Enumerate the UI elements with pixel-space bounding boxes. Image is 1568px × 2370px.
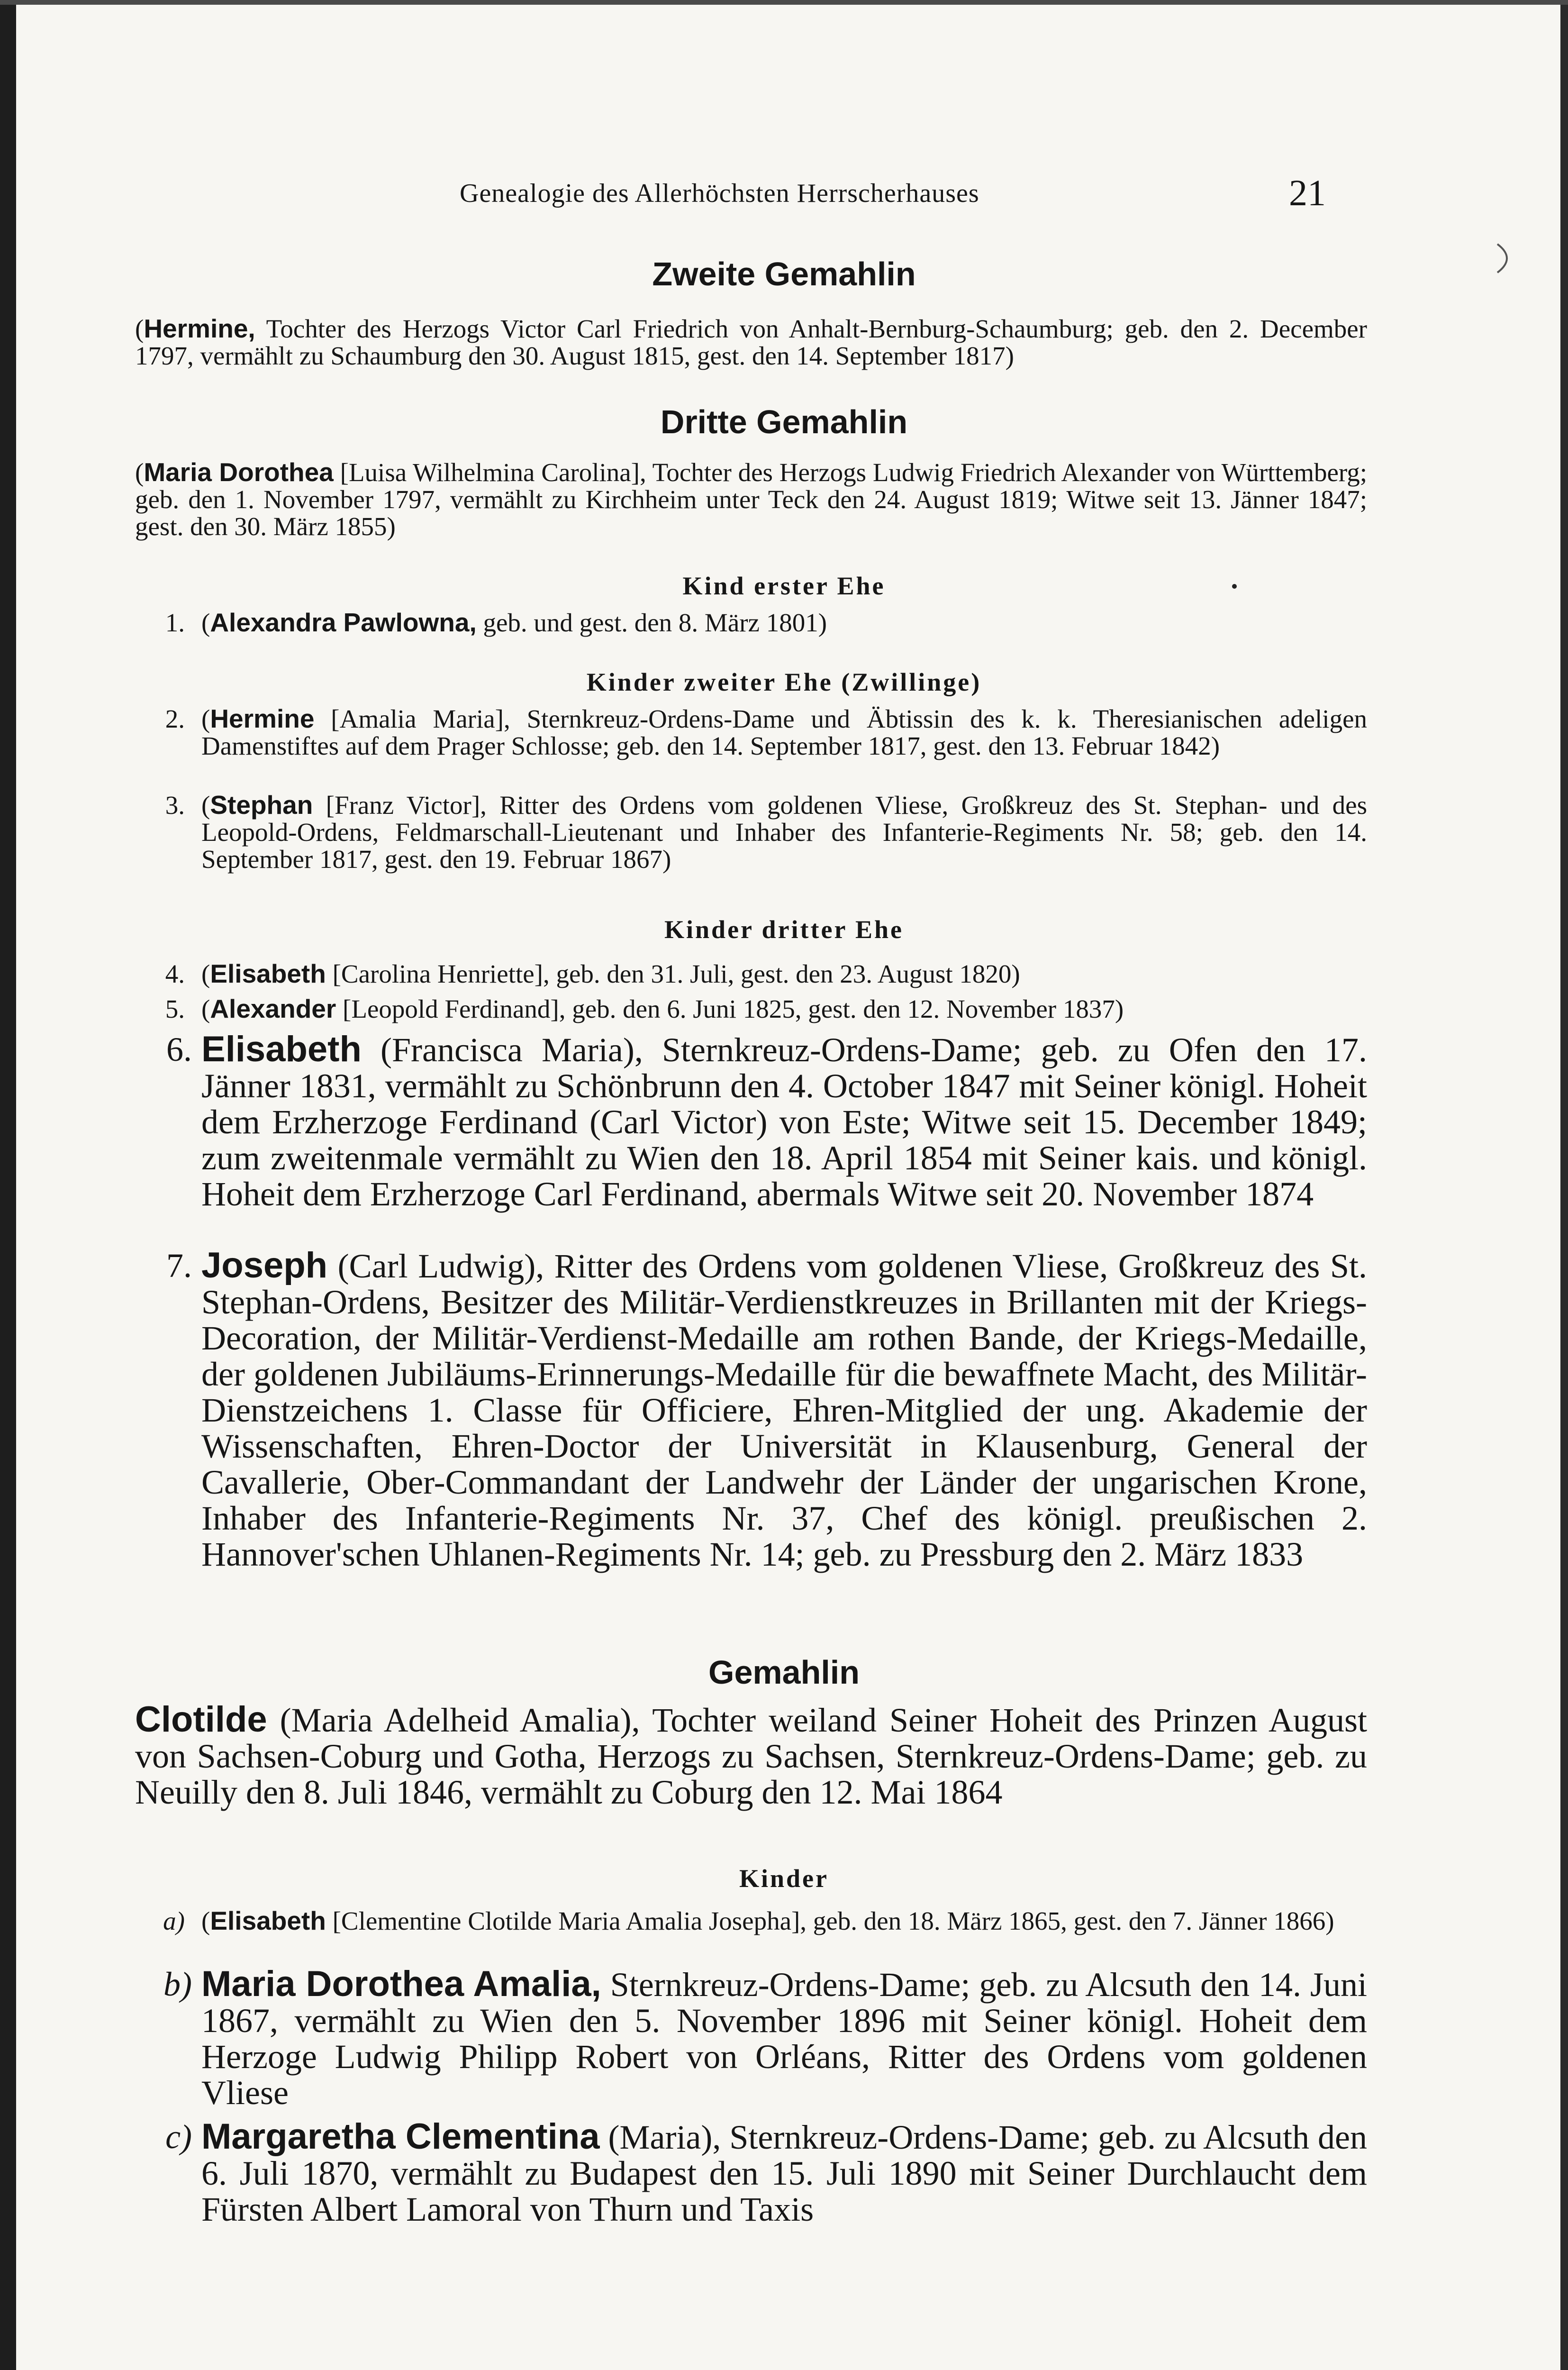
entry-name: Elisabeth [201, 1029, 362, 1069]
item-number: 2. [165, 704, 185, 733]
item-letter: c) [165, 2118, 192, 2156]
entry-text: [Luisa Wilhelmina Carolina], Tochter des Herzogs Ludwig Friedrich Alexander von Württemberg; geb. den 1. November 1797, vermählt zu Kirchheim unter Teck den 24. August 1819; Witwe seit 13. Jänner 1847; gest. den 30. März 1855) [135, 458, 1367, 541]
entry-text: (Carl Ludwig), Ritter des Ordens vom goldenen Vliese, Großkreuz des St. Stephan-Ordens, Besitzer des Militär-Verdienstkreuzes in Brillanten mit der Kriegs-Decoration, der Militär-Verdienst-Medaille am rothen Bande, der Kriegs-Medaille, der goldenen Jubiläums-Erinnerungs-Medaille für die bewaffnete Macht, des Militär-Dienstzeichens 1. Classe für Officiere, Ehren-Mitglied der ung. Akademie der Wissenschaften, Ehren-Doctor der Universität in Klausenburg, General der Cavallerie, Ober-Commandant der Landwehr der Länder der ungarischen Krone, Inhaber des Infanterie-Regiments Nr. 37, Chef des königl. preußischen 2. Hannover'schen Uhlanen-Regiments Nr. 14; geb. zu Pressburg den 2. März 1833 [201, 1247, 1367, 1573]
entry-text: (Francisca Maria), Sternkreuz-Ordens-Dame; geb. zu Ofen den 17. Jänner 1831, vermählt zu Schönbrunn den 4. October 1847 mit Seiner königl. Hoheit dem Erzherzoge Ferdinand (Carl Victor) von Este; Witwe seit 15. December 1849; zum zweitenmale vermählt zu Wien den 18. April 1854 mit Seiner kais. und königl. Hoheit dem Erzherzoge Carl Ferdinand, abermals Witwe seit 20. November 1874 [201, 1031, 1367, 1213]
entry-text: [Leopold Ferdinand], geb. den 6. Juni 1825, gest. den 12. November 1837) [336, 994, 1124, 1023]
entry-clotilde [135, 1699, 1367, 1811]
list-item [135, 609, 1367, 638]
list-item [135, 705, 1367, 791]
entry-name: Hermine, [144, 314, 255, 343]
entry-text: [Franz Victor], Ritter des Ordens vom goldenen Vliese, Großkreuz des St. Stephan- und des Leopold-Ordens, Feldmarschall-Lieutenant und Inhaber des Infanterie-Regiments Nr. 58; geb. den 14. September 1817, gest. den 19. Februar 1867) [201, 791, 1367, 874]
paren-open: ( [201, 959, 210, 988]
heading-dritte-gemahlin: Dritte Gemahlin [660, 403, 908, 440]
list-item [135, 792, 1367, 877]
entry-name: Hermine [210, 704, 315, 733]
entry-text: geb. und gest. den 8. März 1801) [476, 608, 827, 637]
scan-edge-left [0, 0, 16, 2370]
entry-name: Alexander [210, 994, 336, 1023]
entry-name: Clotilde [135, 1699, 267, 1740]
paren-open: ( [135, 458, 144, 487]
entry-text: Tochter des Herzogs Victor Carl Friedrich von Anhalt-Bernburg-Schaumburg; geb. den 2. December 1797, vermählt zu Schaumburg den 30. August 1815, gest. den 14. September 1817) [135, 314, 1367, 370]
running-header [0, 172, 1568, 213]
heading-kinder: Kinder [739, 1864, 829, 1893]
list-item [135, 1966, 1367, 2118]
entry-text: [Amalia Maria], Sternkreuz-Ordens-Dame und Äbtissin des k. k. Theresianischen adeligen Damenstiftes auf dem Prager Schlosse; geb. den 14. September 1817, gest. den 13. Februar 1842) [201, 704, 1367, 760]
entry-text: [Carolina Henriette], geb. den 31. Juli, gest. den 23. August 1820) [326, 959, 1020, 988]
entry-text: (Maria Adelheid Amalia), Tochter weiland Seiner Hoheit des Prinzen August von Sachsen-Coburg und Gotha, Herzogs zu Sachsen, Sternkreuz-Ordens-Dame; geb. zu Neuilly den 8. Juli 1846, vermählt zu Coburg den 12. Mai 1864 [135, 1701, 1367, 1811]
entry-name: Margaretha Clementina [201, 2116, 600, 2157]
entry-text: Sternkreuz-Ordens-Dame; geb. zu Alcsuth den 14. Juni 1867, vermählt zu Wien den 5. November 1896 mit Seiner königl. Hoheit dem Herzoge Ludwig Philipp Robert von Orléans, Ritter des Ordens vom goldenen Vliese [201, 1966, 1367, 2112]
item-letter: a) [163, 1906, 185, 1935]
item-number: 4. [165, 959, 185, 988]
item-number: 5. [165, 994, 185, 1023]
paren-open: ( [201, 704, 210, 733]
entry-name: Joseph [201, 1245, 328, 1285]
paren-open: ( [135, 314, 144, 343]
entry-name: Maria Dorothea Amalia, [201, 1964, 601, 2004]
item-letter: b) [163, 1965, 192, 2003]
entry-name: Stephan [210, 790, 313, 820]
entry-maria-dorothea-wuerttemberg [135, 459, 1367, 540]
list-item [135, 1031, 1367, 1249]
heading-kind-erster-ehe: Kind erster Ehe [682, 572, 886, 600]
page-number: 21 [1289, 172, 1326, 213]
entry-text: [Clementine Clotilde Maria Amalia Josepha], geb. den 18. März 1865, gest. den 7. Jänner 1866) [326, 1906, 1334, 1935]
entry-name: Alexandra Pawlowna, [210, 608, 477, 637]
entry-text: (Maria), Sternkreuz-Ordens-Dame; geb. zu Alcsuth den 6. Juli 1870, vermählt zu Budapest den 15. Juli 1890 mit Seiner Durchlaucht dem Fürsten Albert Lamoral von Thurn und Taxis [201, 2118, 1367, 2228]
entry-hermine-anhalt [135, 315, 1367, 369]
list-item [135, 995, 1367, 1024]
list-item [135, 1245, 1367, 1617]
item-number: 6. [166, 1030, 192, 1068]
list-item [135, 960, 1367, 989]
paren-open: ( [201, 994, 210, 1023]
entry-name: Maria Dorothea [144, 457, 334, 487]
paren-open: ( [201, 1906, 210, 1935]
list-item [135, 1907, 1367, 1964]
item-number: 1. [165, 608, 185, 637]
heading-zweite-gemahlin: Zweite Gemahlin [652, 255, 916, 292]
list-item [135, 2116, 1367, 2233]
entry-name: Elisabeth [210, 1906, 326, 1935]
running-header-title: Genealogie des Allerhöchsten Herrscherhauses [460, 179, 979, 208]
heading-gemahlin: Gemahlin [708, 1654, 860, 1691]
paren-open: ( [201, 791, 210, 820]
scan-edge-top [0, 0, 1568, 5]
scan-edge-right [1560, 0, 1568, 2370]
entry-name: Elisabeth [210, 959, 326, 988]
item-number: 3. [165, 791, 185, 820]
item-number: 7. [166, 1247, 192, 1285]
heading-kinder-zweiter-ehe: Kinder zweiter Ehe (Zwillinge) [586, 668, 982, 696]
paren-open: ( [201, 608, 210, 637]
heading-kinder-dritter-ehe: Kinder dritter Ehe [664, 915, 904, 944]
